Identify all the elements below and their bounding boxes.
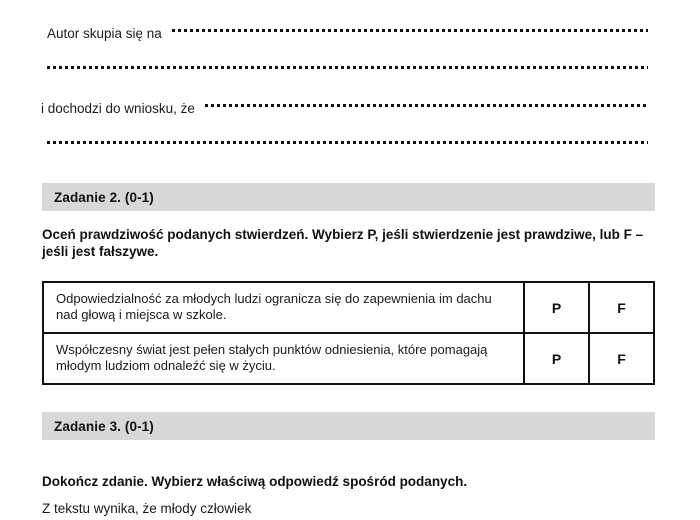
task-instruction-zadanie-3: Dokończ zdanie. Wybierz właściwą odpowiedź spośród podanych. — [42, 474, 468, 489]
option-false-cell[interactable]: F — [589, 333, 654, 384]
statement-cell: Współczesny świat jest pełen stałych punktów odniesienia, które pomagają młodym ludziom odnaleźć się w życiu. — [43, 333, 524, 384]
table-row — [43, 333, 654, 384]
dotted-answer-line[interactable] — [47, 55, 648, 75]
fill-in-row — [47, 130, 648, 150]
fill-in-label: Autor skupia się na — [47, 26, 162, 41]
task-instruction-zadanie-2: Oceń prawdziwość podanych stwierdzeń. Wybierz P, jeśli stwierdzenie jest prawdziwe, lub F – jeśli jest fałszywe. — [42, 227, 644, 259]
task-header-band-zadanie-3 — [42, 412, 655, 440]
statement-cell: Odpowiedzialność za młodych ludzi ogranicza się do zapewnienia im dachu nad głową i miejsca w szkole. — [43, 282, 524, 333]
dotted-answer-line[interactable] — [205, 93, 648, 113]
fill-in-row — [47, 18, 648, 41]
table-row — [43, 282, 654, 333]
task-header-band-zadanie-2 — [42, 183, 655, 211]
task-header-label: Zadanie 2. (0-1) — [54, 189, 154, 205]
dotted-answer-line[interactable] — [47, 130, 648, 150]
fill-in-row — [41, 93, 648, 116]
fill-in-row — [47, 55, 648, 75]
option-true-cell[interactable]: P — [524, 333, 589, 384]
fill-in-label: i dochodzi do wniosku, że — [41, 101, 195, 116]
task-header-label: Zadanie 3. (0-1) — [54, 418, 154, 434]
dotted-answer-line[interactable] — [172, 18, 648, 38]
option-false-cell[interactable]: F — [589, 282, 654, 333]
option-true-cell[interactable]: P — [524, 282, 589, 333]
true-false-table — [42, 281, 655, 385]
task-prompt-zadanie-3: Z tekstu wynika, że młody człowiek — [42, 501, 252, 516]
